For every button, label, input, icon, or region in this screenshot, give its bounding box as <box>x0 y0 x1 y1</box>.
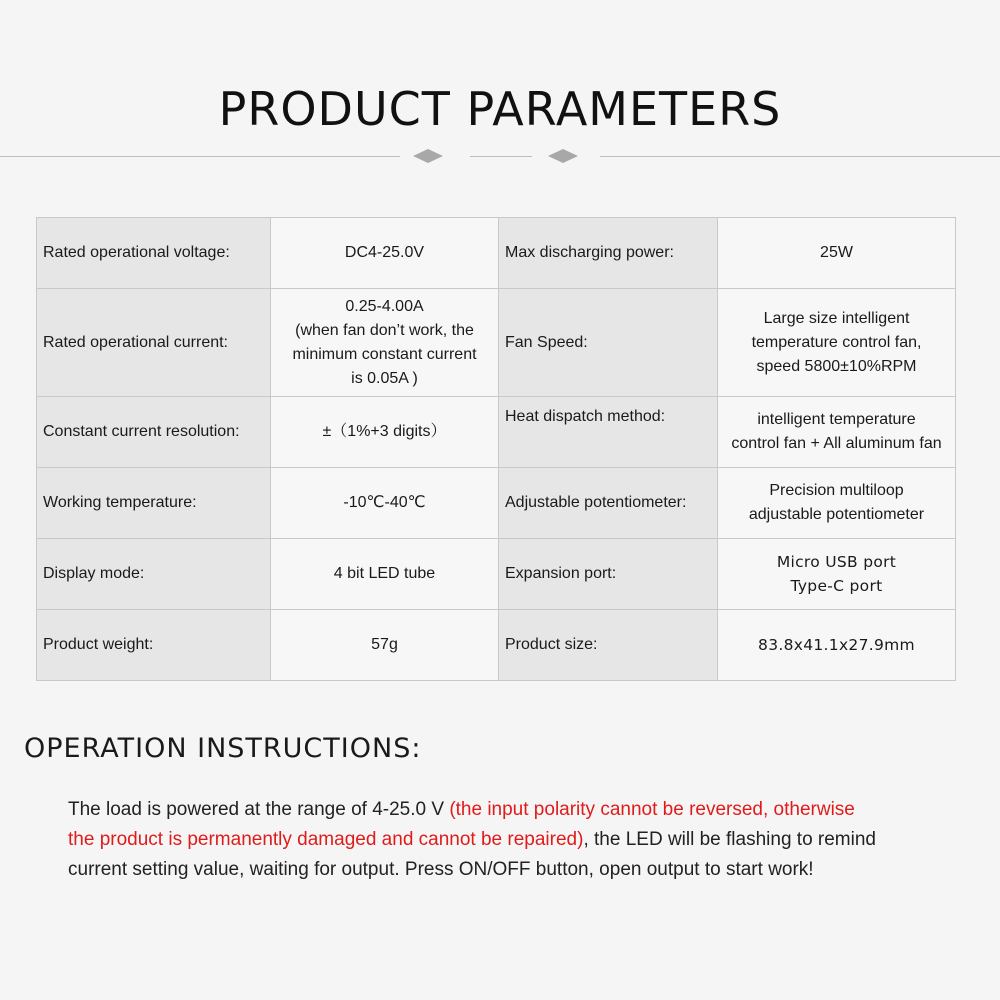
param-value: 83.8x41.1x27.9mm <box>718 610 956 681</box>
param-value: Micro USB port Type-C port <box>718 539 956 610</box>
table-row <box>37 397 956 468</box>
param-label: Rated operational voltage: <box>37 218 271 289</box>
param-value: DC4-25.0V <box>271 218 499 289</box>
param-label: Working temperature: <box>37 468 271 539</box>
divider-right <box>600 156 1000 157</box>
warning-text: the product is permanently damaged and cannot be repaired) <box>68 829 584 850</box>
warning-text: (the input polarity cannot be reversed, otherwise <box>449 799 855 820</box>
param-label: Constant current resolution: <box>37 397 271 468</box>
table-row <box>37 539 956 610</box>
param-value: ±（1%+3 digits） <box>271 397 499 468</box>
param-label: Max discharging power: <box>499 218 718 289</box>
param-value: intelligent temperature control fan + All aluminum fan <box>718 397 956 468</box>
table-row <box>37 218 956 289</box>
param-value: 0.25-4.00A (when fan don’t work, the minimum constant current is 0.05A ) <box>271 289 499 397</box>
param-label: Product size: <box>499 610 718 681</box>
instruction-text: current setting value, waiting for output. Press ON/OFF button, open output to start work! <box>68 859 814 880</box>
page-title: PRODUCT PARAMETERS <box>218 82 782 136</box>
param-value: 25W <box>718 218 956 289</box>
param-label: Display mode: <box>37 539 271 610</box>
operation-instructions <box>68 795 968 885</box>
param-label: Heat dispatch method: <box>499 397 718 468</box>
param-label: Adjustable potentiometer: <box>499 468 718 539</box>
param-label: Fan Speed: <box>499 289 718 397</box>
parameters-table <box>36 217 956 681</box>
diamond-ornament-left-icon <box>413 149 443 163</box>
table-row <box>37 468 956 539</box>
param-value: Precision multiloop adjustable potentiometer <box>718 468 956 539</box>
table-row <box>37 289 956 397</box>
diamond-ornament-right-icon <box>548 149 578 163</box>
param-value: 4 bit LED tube <box>271 539 499 610</box>
divider-left <box>0 156 400 157</box>
param-value: 57g <box>271 610 499 681</box>
param-label: Expansion port: <box>499 539 718 610</box>
table-row <box>37 610 956 681</box>
divider-middle <box>470 156 532 157</box>
param-value: -10℃-40℃ <box>271 468 499 539</box>
instruction-text: The load is powered at the range of 4-25.0 V <box>68 799 450 820</box>
instruction-text: , the LED will be flashing to remind <box>583 829 876 850</box>
param-value: Large size intelligent temperature control fan, speed 5800±10%RPM <box>718 289 956 397</box>
param-label: Rated operational current: <box>37 289 271 397</box>
section-title-operation: OPERATION INSTRUCTIONS: <box>24 733 422 764</box>
param-label: Product weight: <box>37 610 271 681</box>
